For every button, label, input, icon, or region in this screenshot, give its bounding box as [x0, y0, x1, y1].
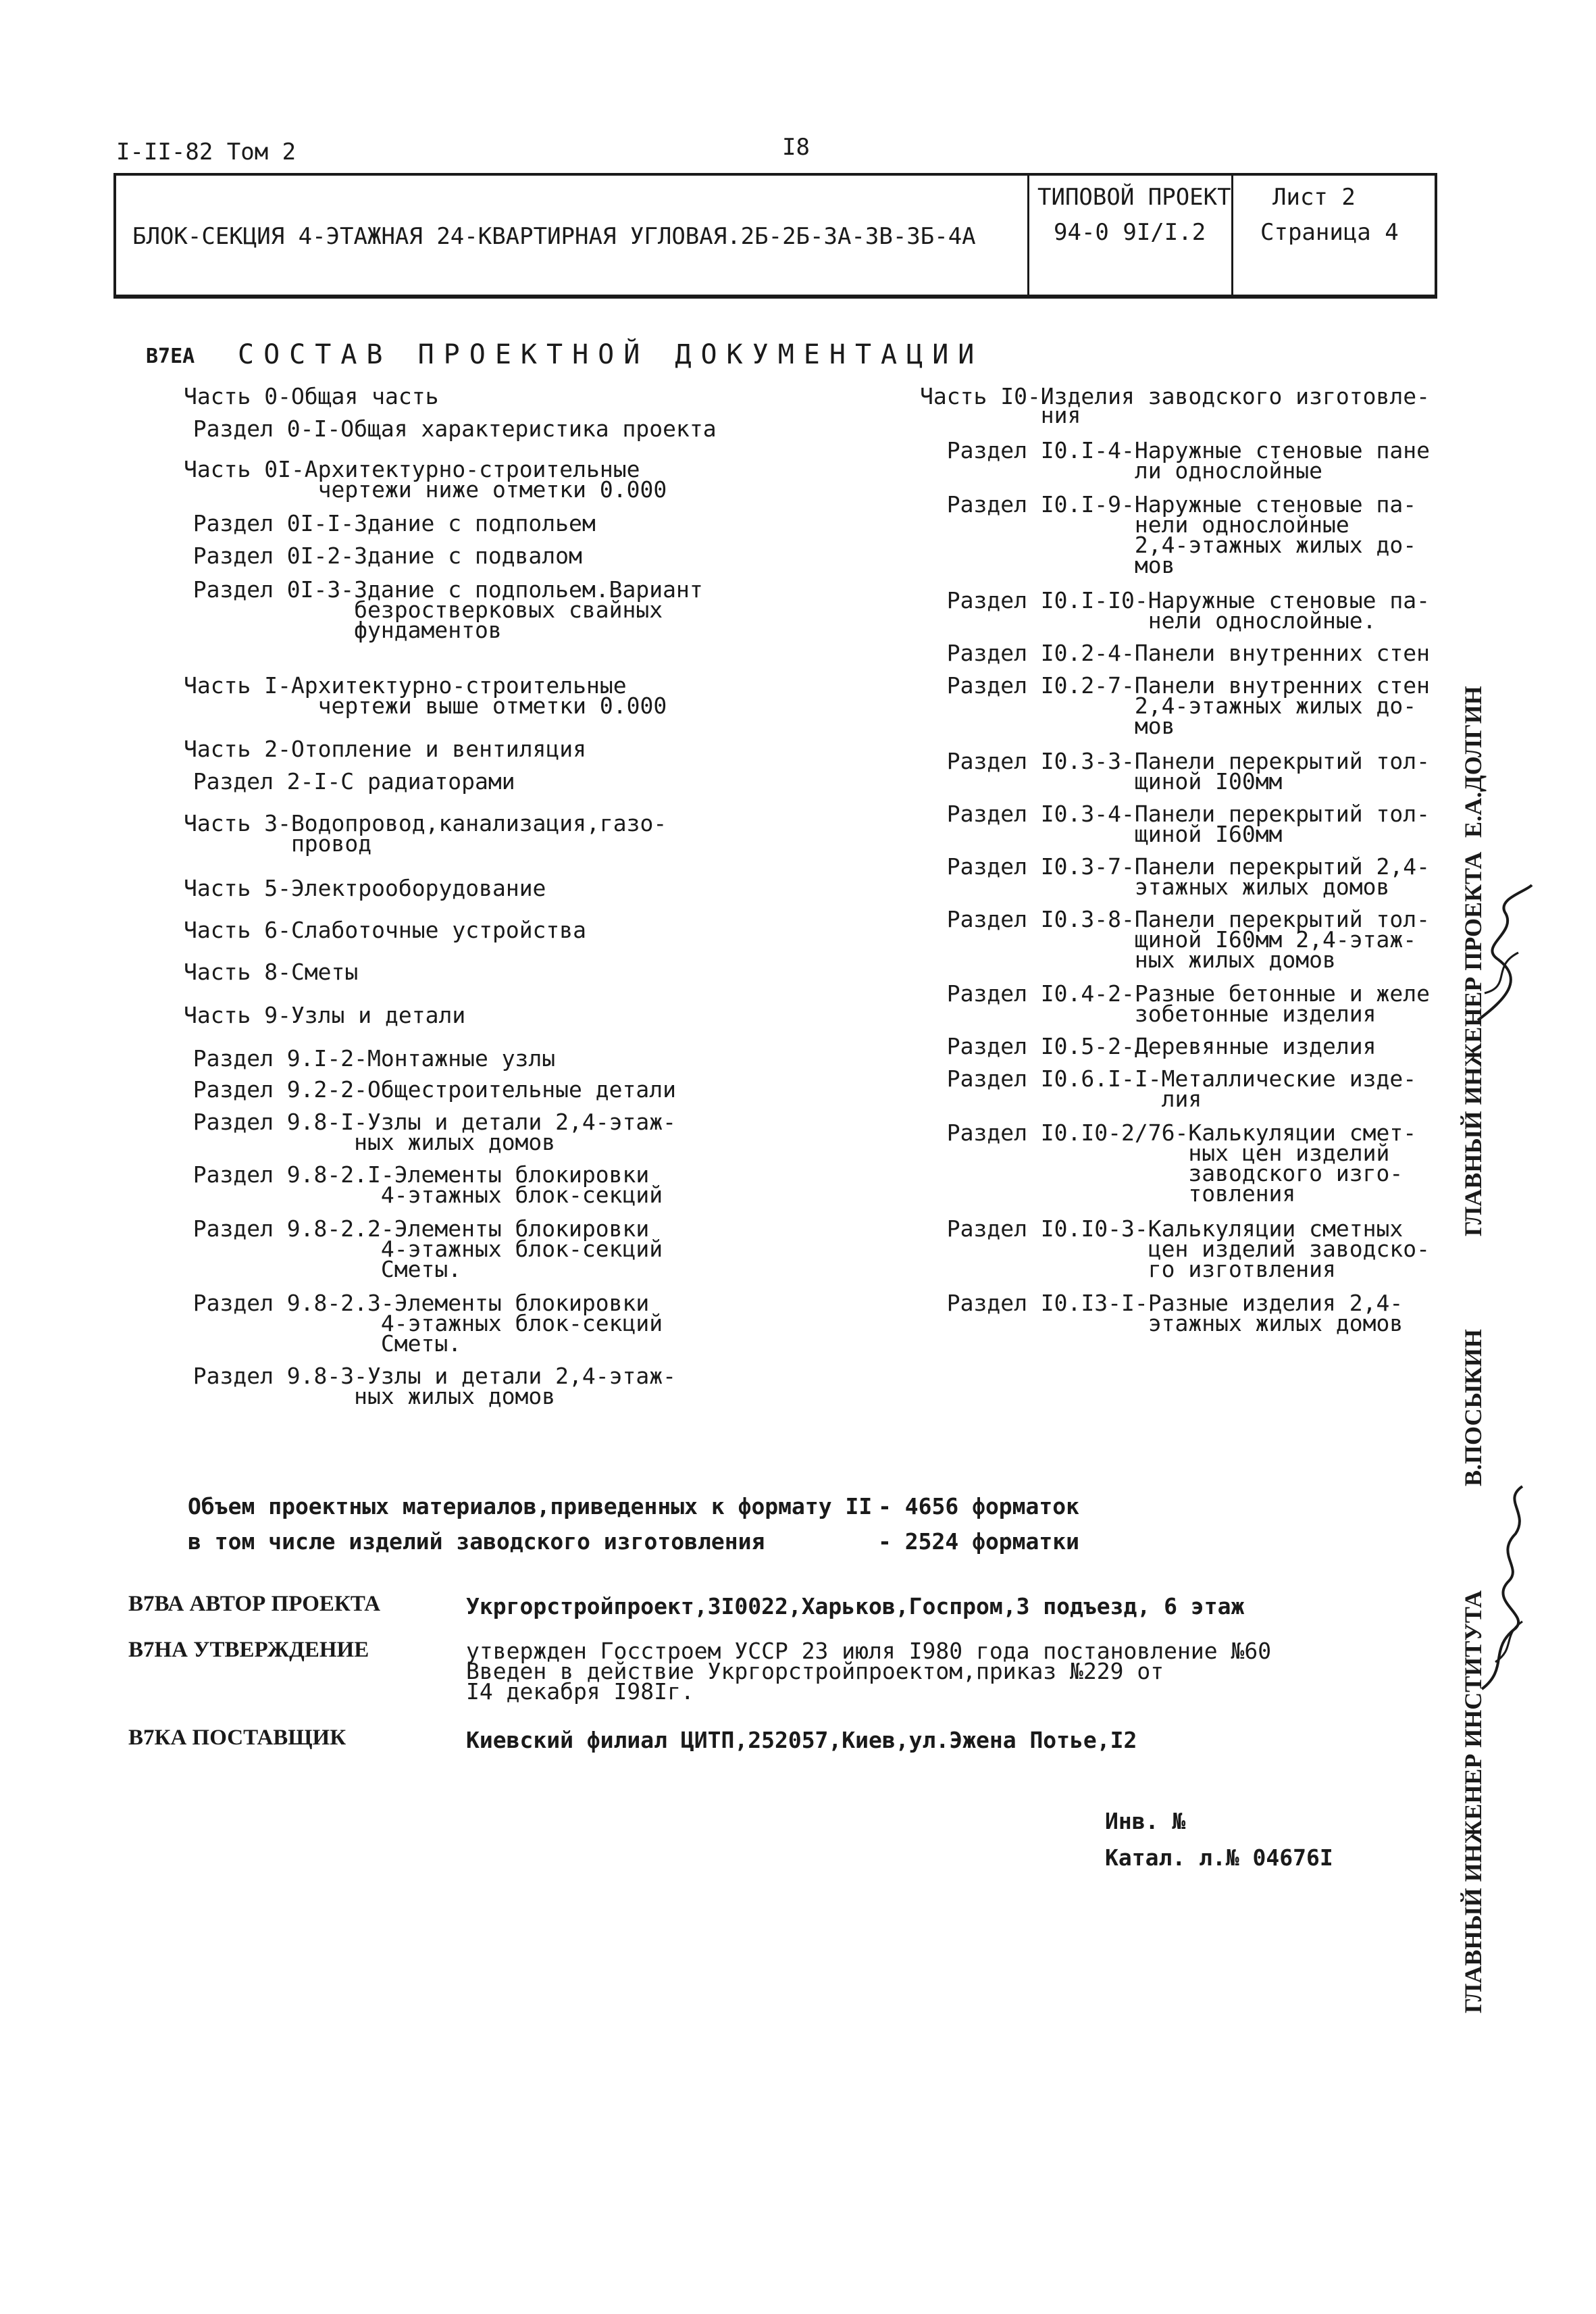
- signature-mark-lower: [1462, 1473, 1543, 1703]
- list-item: Раздел I0.2-4-Панели внутренних стен: [920, 640, 1430, 666]
- list-item: мов: [920, 713, 1175, 739]
- list-item: Сметы.: [166, 1256, 462, 1282]
- list-item: Раздел I0.I0-3-Калькуляции сметных: [920, 1215, 1404, 1242]
- list-item: 2,4-этажных жилых до-: [920, 693, 1417, 719]
- project-number: 94-0 9I/I.2: [1054, 219, 1206, 246]
- project-label: ТИПОВОЙ ПРОЕКТ: [1037, 184, 1231, 211]
- list-item: лия: [920, 1086, 1202, 1112]
- list-item: Раздел 9.2-2-Общестроительные детали: [166, 1076, 676, 1103]
- list-item: чертежи выше отметки 0.000: [184, 693, 667, 719]
- chief-engineer-project-label: ГЛАВНЫЙ ИНЖЕНЕР ПРОЕКТА: [1460, 851, 1487, 1236]
- list-item: Раздел 0I-I-Здание с подпольем: [166, 510, 596, 536]
- list-item: Раздел I0.3-8-Панели перекрытий тол-: [920, 906, 1430, 932]
- list-item: ния: [920, 402, 1081, 428]
- list-item: Раздел 9.8-I-Узлы и детали 2,4-этаж-: [166, 1109, 676, 1135]
- list-item: Часть 0I-Архитектурно-строительные: [184, 456, 640, 482]
- list-item: ли однослойные: [920, 457, 1323, 484]
- list-item: зобетонные изделия: [920, 1001, 1376, 1027]
- list-item: безростверковых свайных: [166, 597, 663, 623]
- title-cell: [116, 176, 1029, 295]
- list-item: нели однослойные.: [920, 607, 1376, 634]
- list-item: Часть 9-Узлы и детали: [184, 1002, 466, 1028]
- author-key: В7ВА АВТОР ПРОЕКТА: [128, 1592, 381, 1616]
- list-item: Раздел I0.I0-2/76-Калькуляции смет-: [920, 1120, 1417, 1146]
- list-item: Раздел 2-I-С радиаторами: [166, 768, 515, 795]
- list-item: Раздел I0.3-3-Панели перекрытий тол-: [920, 748, 1430, 774]
- volume-label-2: в том числе изделий заводского изготовления: [188, 1528, 765, 1555]
- signature-mark-upper: [1464, 878, 1545, 1034]
- doc-reference: I-II-82 Том 2: [116, 139, 297, 166]
- list-item: Раздел I0.I-9-Наружные стеновые па-: [920, 491, 1417, 518]
- list-item: Раздел 9.8-2.I-Элементы блокировки: [166, 1161, 650, 1188]
- page-label: Страница 4: [1260, 219, 1399, 246]
- sheet-cell: [1233, 176, 1435, 295]
- list-item: Часть I-Архитектурно-строительные: [184, 672, 627, 699]
- list-item: щиной I60мм 2,4-этаж-: [920, 926, 1417, 953]
- page-number: I8: [782, 134, 810, 161]
- list-item: нели однослойные: [920, 511, 1349, 538]
- list-item: Часть 5-Электрооборудование: [184, 875, 546, 901]
- list-item: цен изделий заводско-: [920, 1236, 1430, 1262]
- list-item: Часть 6-Слаботочные устройства: [184, 917, 587, 943]
- list-item: Раздел 0I-3-Здание с подпольем.Вариант: [166, 576, 703, 603]
- chief-engineer-institute-name: В.ПОСЫКИН: [1460, 1329, 1487, 1486]
- list-item: ных цен изделий: [920, 1140, 1390, 1166]
- list-item: Раздел I0.5-2-Деревянные изделия: [920, 1033, 1376, 1059]
- list-item: Часть 8-Сметы: [184, 959, 359, 985]
- volume-value-1: - 4656 форматок: [878, 1493, 1080, 1519]
- list-item: мов: [920, 552, 1175, 578]
- list-item: Раздел I0.I-4-Наружные стеновые пане: [920, 437, 1430, 463]
- list-item: ных жилых домов: [166, 1129, 556, 1155]
- list-item: 4-этажных блок-секций: [166, 1310, 663, 1336]
- list-item: Раздел 9.I-2-Монтажные узлы: [166, 1045, 556, 1072]
- project-cell: [1029, 176, 1233, 295]
- list-item: провод: [184, 830, 372, 857]
- chief-engineer-project-name: Е.А.ДОЛГИН: [1460, 686, 1487, 838]
- chief-engineer-institute-label: ГЛАВНЫЙ ИНЖЕНЕР ИНСТИТУТА: [1460, 1590, 1487, 2013]
- list-item: щиной I60мм: [920, 821, 1283, 847]
- list-item: Часть 2-Отопление и вентиляция: [184, 736, 587, 762]
- volume-value-2: - 2524 форматки: [878, 1528, 1080, 1555]
- list-item: 4-этажных блок-секций: [166, 1236, 663, 1262]
- list-item: Сметы.: [166, 1330, 462, 1357]
- section-code: В7ЕА: [146, 345, 195, 368]
- document-title: БЛОК-СЕКЦИЯ 4-ЭТАЖНАЯ 24-КВАРТИРНАЯ УГЛОВАЯ.2Б-2Б-3А-3В-3Б-4А: [132, 223, 976, 250]
- list-item: Раздел I0.3-4-Панели перекрытий тол-: [920, 801, 1430, 827]
- list-item: Раздел I0.4-2-Разные бетонные и желе: [920, 980, 1430, 1007]
- approval-line-1: утвержден Госстроем УССР 23 июля I980 года постановление №60: [466, 1638, 1272, 1664]
- approval-line-2: Введен в действие Укргорстройпроектом,приказ №229 от: [466, 1658, 1164, 1684]
- sheet-number: Лист 2: [1272, 184, 1356, 211]
- list-item: Раздел 9.8-2.3-Элементы блокировки: [166, 1290, 650, 1316]
- list-item: Раздел I0.I3-I-Разные изделия 2,4-: [920, 1290, 1404, 1316]
- list-item: Раздел 9.8-2.2-Элементы блокировки: [166, 1215, 650, 1242]
- list-item: чертежи ниже отметки 0.000: [184, 476, 667, 503]
- list-item: ных жилых домов: [166, 1383, 556, 1409]
- list-item: 4-этажных блок-секций: [166, 1182, 663, 1208]
- list-item: щиной I00мм: [920, 768, 1283, 795]
- list-item: ных жилых домов: [920, 947, 1336, 973]
- list-item: этажных жилых домов: [920, 1310, 1404, 1336]
- list-item: заводского изго-: [920, 1160, 1404, 1186]
- list-item: Раздел I0.2-7-Панели внутренних стен: [920, 672, 1430, 699]
- list-item: Раздел I0.6.I-I-Металлические изде-: [920, 1065, 1417, 1092]
- author-value: Укргорстройпроект,3I0022,Харьков,Госпром,3 подъезд, 6 этаж: [466, 1593, 1245, 1619]
- list-item: Часть 3-Водопровод,канализация,газо-: [184, 810, 667, 836]
- list-item: Раздел 0-I-Общая характеристика проекта: [166, 416, 717, 442]
- volume-label-1: Объем проектных материалов,приведенных к формату II: [188, 1493, 873, 1519]
- section-title: СОСТАВ ПРОЕКТНОЙ ДОКУМЕНТАЦИИ: [238, 339, 984, 370]
- list-item: Раздел I0.I-I0-Наружные стеновые па-: [920, 587, 1430, 613]
- list-item: Часть I0-Изделия заводского изготовле-: [920, 383, 1430, 409]
- title-block: [113, 173, 1437, 299]
- list-item: 2,4-этажных жилых до-: [920, 532, 1417, 558]
- list-item: фундаментов: [166, 617, 502, 643]
- list-item: Раздел I0.3-7-Панели перекрытий 2,4-: [920, 853, 1430, 880]
- supplier-value: Киевский филиал ЦИТП,252057,Киев,ул.Эжена Потье,I2: [466, 1727, 1137, 1753]
- supplier-key: В7КА ПОСТАВЩИК: [128, 1726, 346, 1750]
- approval-line-3: I4 декабря I98Iг.: [466, 1678, 694, 1705]
- list-item: этажных жилых домов: [920, 874, 1390, 900]
- inventory-number: Инв. №: [1105, 1808, 1186, 1834]
- approval-key: В7НА УТВЕРЖДЕНИЕ: [128, 1638, 369, 1662]
- list-item: Часть 0-Общая часть: [184, 383, 439, 409]
- list-item: Раздел 0I-2-Здание с подвалом: [166, 543, 582, 569]
- list-item: го изготвления: [920, 1256, 1336, 1282]
- list-item: Раздел 9.8-3-Узлы и детали 2,4-этаж-: [166, 1363, 676, 1389]
- list-item: товления: [920, 1180, 1296, 1207]
- catalog-number: Катал. л.№ 04676I: [1105, 1844, 1333, 1871]
